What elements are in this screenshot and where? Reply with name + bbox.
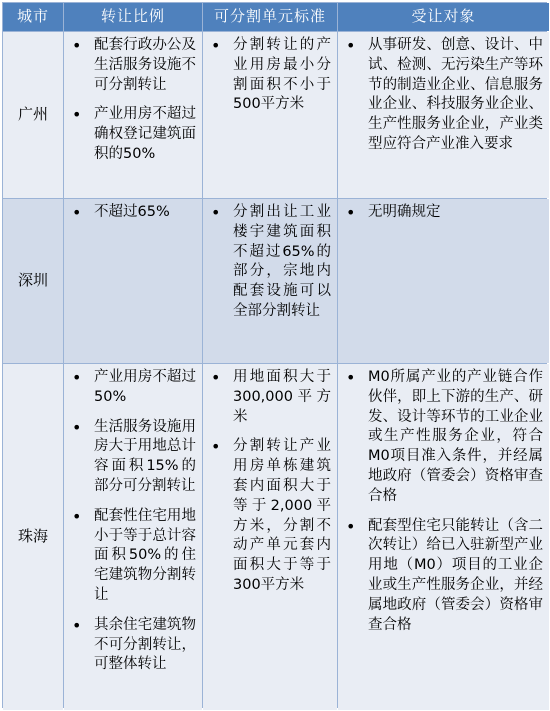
unit-cell [203,32,337,198]
unit-cell [203,364,337,710]
target-cell [338,199,549,363]
policy-comparison-table [2,2,547,708]
target-cell [338,32,549,198]
header-transfer-ratio: 转让比例 [64,3,202,31]
list-item: • 用地面积大于300,000平方米 [211,368,331,427]
city-cell: 珠海 [3,364,63,710]
list-item: • 分割出让工业楼宇建筑面积不超过65%的部分，宗地内配套设施可以全部分割转让 [211,203,331,322]
ratio-cell [64,199,202,363]
list-item: • 分割转让产业用房单栋建筑套内面积大于等于2,000平方米，分割不动产单元套内面积大于等于300平方米 [211,437,331,595]
list-item: • 生活服务设施用房大于用地总计容面积15%的部分可分割转让 [72,418,196,497]
list-item: • 配套性住宅用地小于等于总计容面积50%的住宅建筑物分割转让 [72,507,196,606]
header-unit-standard: 可分割单元标准 [203,3,337,31]
list-item: • 产业用房不超过50% [72,368,196,408]
list-item: • 分割转让的产业用房最小分割面积不小于500平方米 [211,36,331,115]
list-item: • 其余住宅建筑物不可分割转让，可整体转让 [72,616,196,675]
list-item: • 从事研发、创意、设计、中试、检测、无污染生产等环节的制造业企业、信息服务业企业、科技服务业企业、生产性服务业企业，产业类型应符合产业准入要求 [346,36,543,155]
list-item: • 配套行政办公及生活服务设施不可分割转让 [72,36,196,95]
header-city: 城市 [3,3,63,31]
ratio-cell [64,32,202,198]
header-transferee: 受让对象 [338,3,549,31]
unit-cell [203,199,337,363]
list-item: • 无明确规定 [346,203,543,223]
target-cell [338,364,549,710]
list-item: • M0所属产业的产业链合作伙伴，即上下游的生产、研发、设计等环节的工业企业或生产性服务企业，符合M0项目准入条件，并经属地政府（管委会）资格审查合格 [346,368,543,507]
list-item: • 不超过65% [72,203,196,223]
city-cell: 广州 [3,32,63,198]
list-item: • 配套型住宅只能转让（含二次转让）给已入驻新型产业用地（M0）项目的工业企业或生产性服务企业，并经属地政府（管委会）资格审查合格 [346,517,543,636]
list-item: • 产业用房不超过确权登记建筑面积的50% [72,105,196,164]
city-cell: 深圳 [3,199,63,363]
ratio-cell [64,364,202,710]
